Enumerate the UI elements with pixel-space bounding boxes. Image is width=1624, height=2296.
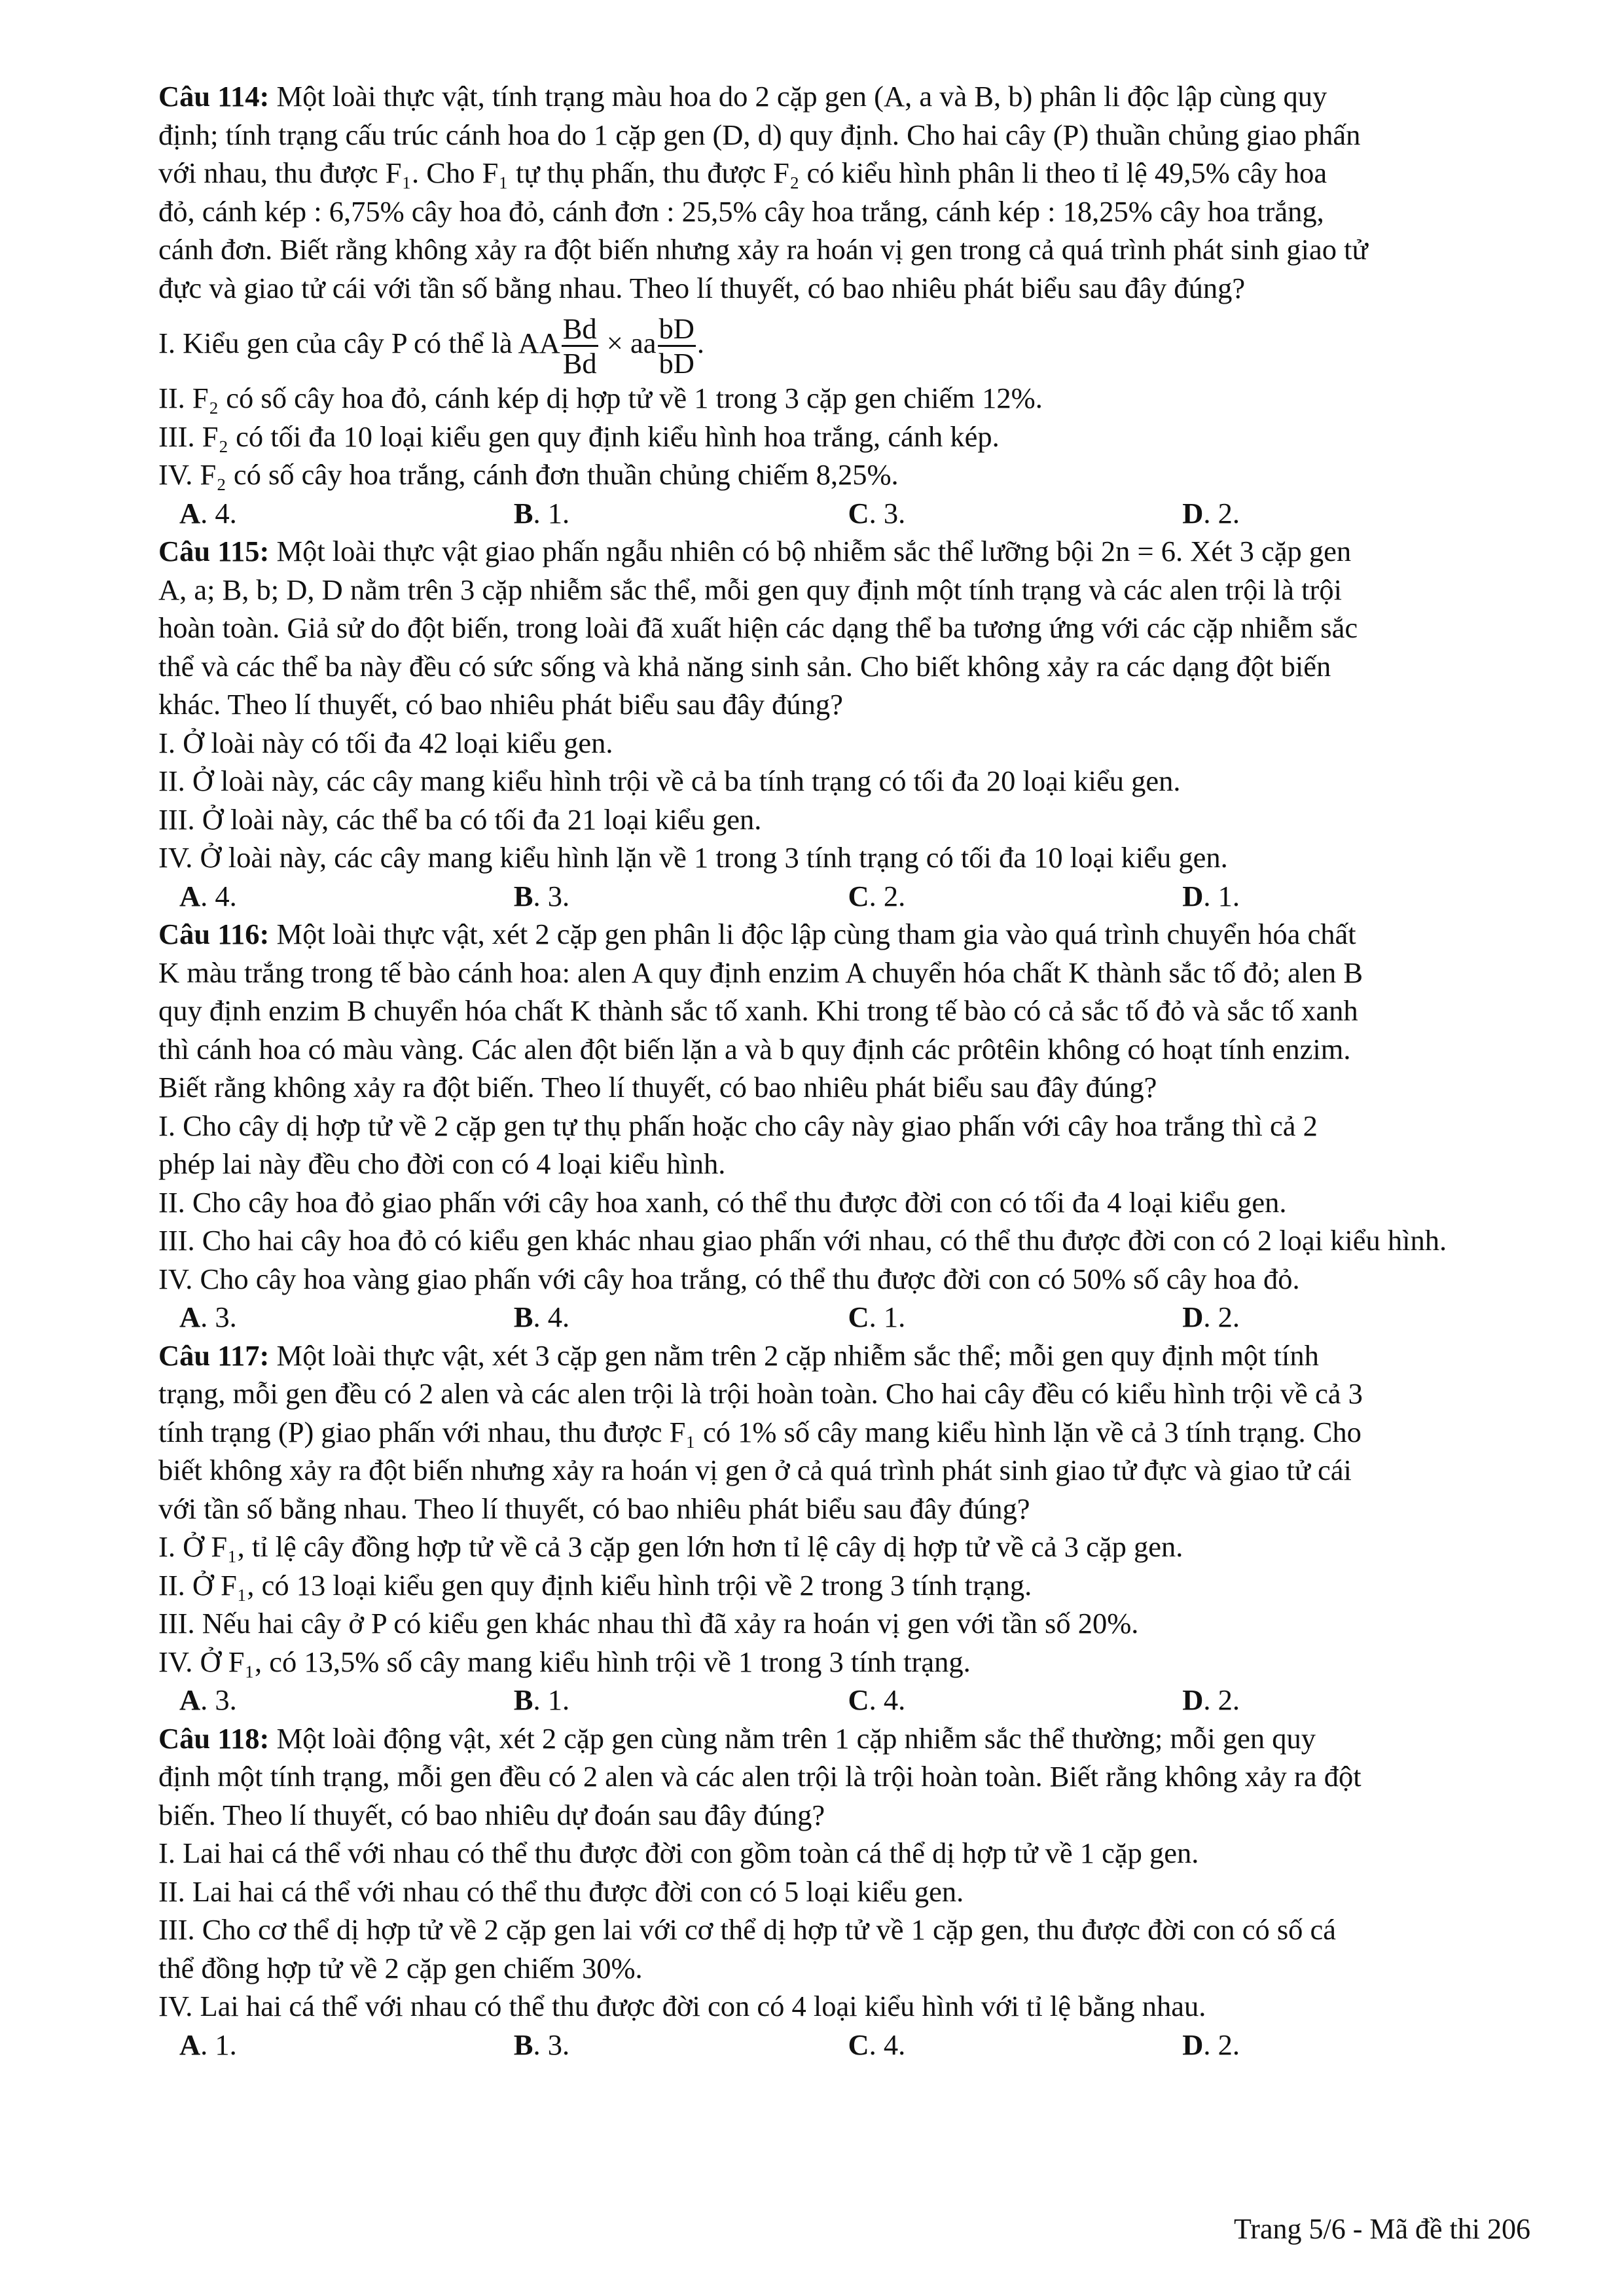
answer-option [1182, 2028, 1517, 2062]
question-text-line [158, 954, 1517, 992]
question-text: thì cánh hoa có màu vàng. Các alen đột biến lặn a và b quy định các prôtêin không có hoạt tính enzim. [158, 1032, 1351, 1066]
option-letter: A [179, 496, 201, 529]
answer-option [179, 2028, 514, 2062]
question-text-line [158, 192, 1517, 231]
option-letter: D [1182, 1683, 1204, 1717]
question-text-line [158, 647, 1517, 686]
question-text: biến. Theo lí thuyết, có bao nhiêu dự đoán sau đây đúng? [158, 1798, 825, 1831]
formula-cross: × aa [599, 327, 657, 359]
option-value: . 1. [533, 1683, 570, 1717]
question-number: Câu 116: [158, 918, 270, 950]
statement-formula [158, 307, 1517, 379]
question-text: khác. Theo lí thuyết, có bao nhiêu phát biểu sau đây đúng? [158, 688, 843, 721]
answer-option [1182, 879, 1517, 913]
option-letter: D [1182, 879, 1204, 912]
answer-option [848, 1300, 1183, 1334]
question-116 [158, 915, 1517, 1336]
answer-option [848, 2028, 1183, 2062]
question-text-line [158, 571, 1517, 609]
option-value: . 2. [1203, 2028, 1240, 2061]
statement: II. Ở loài này, các cây mang kiểu hình trội về cả ba tính trạng có tối đa 20 loại kiểu gen. [158, 764, 1181, 797]
question-text-line [158, 1451, 1517, 1490]
option-value: . 4. [200, 496, 237, 529]
answer-option [179, 879, 514, 913]
question-115 [158, 532, 1517, 915]
option-letter: B [513, 879, 533, 912]
question-number: Câu 117: [158, 1338, 270, 1372]
answer-option [848, 879, 1183, 913]
answer-option [179, 1300, 514, 1334]
option-value: . 1. [533, 496, 570, 529]
option-letter: B [513, 1683, 533, 1717]
option-value: . 1. [200, 2028, 237, 2061]
fraction-denominator: Bd [562, 347, 597, 380]
question-text: đực và giao tử cái với tần số bằng nhau. Theo lí thuyết, có bao nhiêu phát biểu sau đây đúng? [158, 271, 1246, 304]
answer-option [514, 496, 848, 530]
statement: III. Nếu hai cây ở P có kiểu gen khác nhau thì đã xảy ra hoán vị gen với tần số 20%. [158, 1607, 1139, 1640]
option-value: . 2. [1203, 1683, 1240, 1717]
question-text: cánh đơn. Biết rằng không xảy ra đột biến nhưng xảy ra hoán vị gen trong cả quá trình phát sinh giao tử [158, 233, 1368, 266]
option-value: . 1. [869, 1300, 906, 1334]
fraction-denominator: bD [659, 347, 695, 380]
option-letter: B [513, 1300, 533, 1334]
question-number: Câu 114: [158, 80, 270, 113]
option-value: . 4. [869, 2028, 906, 2061]
fraction-numerator: bD [658, 312, 696, 347]
answer-option [514, 1300, 848, 1334]
option-value: . 4. [869, 1683, 906, 1717]
question-text: với nhau, thu được F₁. Cho F₁ tự thụ phấn, thu được F₂ có kiểu hình phân li theo tỉ lệ 49,5% cây hoa [158, 156, 1327, 189]
question-text-line [158, 77, 1517, 116]
option-letter: C [848, 1300, 869, 1334]
question-text-line [158, 1413, 1517, 1452]
option-value: . 3. [869, 496, 906, 529]
genotype-fraction [658, 312, 696, 380]
question-text: Một loài thực vật, xét 3 cặp gen nằm trên 2 cặp nhiễm sắc thể; mỗi gen quy định một tính [269, 1338, 1319, 1372]
question-text: Một loài động vật, xét 2 cặp gen cùng nằm trên 1 cặp nhiễm sắc thể thường; mỗi gen quy [269, 1721, 1316, 1755]
question-text-line [158, 1490, 1517, 1528]
option-letter: A [179, 2028, 201, 2061]
statement: I. Lai hai cá thể với nhau có thể thu được đời con gồm toàn cá thể dị hợp tử về 1 cặp gen. [158, 1837, 1199, 1869]
question-text-line [158, 992, 1517, 1030]
question-text: Biết rằng không xảy ra đột biến. Theo lí thuyết, có bao nhiêu phát biểu sau đây đúng? [158, 1071, 1157, 1103]
answer-option [514, 2028, 848, 2062]
answer-options [179, 1298, 1517, 1336]
option-value: . 3. [200, 1300, 237, 1334]
option-value: . 3. [533, 2028, 570, 2061]
question-text: Một loài thực vật giao phấn ngẫu nhiên có bộ nhiễm sắc thể lưỡng bội 2n = 6. Xét 3 cặp gen [269, 535, 1352, 567]
page-footer: Trang 5/6 - Mã đề thi 206 [1233, 2213, 1530, 2245]
option-letter: C [848, 879, 869, 912]
option-letter: D [1182, 1300, 1204, 1334]
answer-option [848, 1683, 1183, 1717]
statement: III. Cho cơ thể dị hợp tử về 2 cặp gen lai với cơ thể dị hợp tử về 1 cặp gen, thu được đời con có số cá [158, 1913, 1337, 1946]
question-117 [158, 1336, 1517, 1719]
option-letter: B [513, 2028, 533, 2061]
question-number: Câu 115: [158, 535, 270, 567]
option-value: . 3. [200, 1683, 237, 1717]
question-text-line [158, 915, 1517, 954]
question-text: trạng, mỗi gen đều có 2 alen và các alen trội là trội hoàn toàn. Cho hai cây đều có kiểu hình trội về cả 3 [158, 1377, 1363, 1410]
question-text: đỏ, cánh kép : 6,75% cây hoa đỏ, cánh đơn : 25,5% cây hoa trắng, cánh kép : 18,25% cây hoa trắng, [158, 194, 1324, 228]
question-text: định một tính trạng, mỗi gen đều có 2 alen và các alen trội là trội hoàn toàn. Biết rằng không xảy ra đột [158, 1760, 1362, 1793]
question-text: Một loài thực vật, xét 2 cặp gen phân li độc lập cùng tham gia vào quá trình chuyển hóa chất [269, 918, 1356, 950]
formula-suffix: . [696, 327, 705, 359]
statement: IV. Ở loài này, các cây mang kiểu hình lặn về 1 trong 3 tính trạng có tối đa 10 loại kiểu gen. [158, 841, 1228, 874]
question-text: tính trạng (P) giao phấn với nhau, thu được F₁ có 1% số cây mang kiểu hình lặn về cả 3 tính trạng. Cho [158, 1415, 1362, 1448]
answer-options [179, 494, 1517, 533]
statement: phép lai này đều cho đời con có 4 loại kiểu hình. [158, 1147, 726, 1180]
option-letter: C [848, 1683, 869, 1717]
option-value: . 1. [1203, 879, 1240, 912]
question-118 [158, 1719, 1517, 2064]
fraction-numerator: Bd [562, 312, 598, 347]
statement: II. Cho cây hoa đỏ giao phấn với cây hoa xanh, có thể thu được đời con có tối đa 4 loại kiểu gen. [158, 1185, 1287, 1219]
question-text-line [158, 1374, 1517, 1413]
question-text-line [158, 685, 1517, 724]
statement: thể đồng hợp tử về 2 cặp gen chiếm 30%. [158, 1951, 643, 1984]
question-number: Câu 118: [158, 1721, 270, 1755]
option-letter: B [513, 496, 533, 529]
statement: I. Cho cây dị hợp tử về 2 cặp gen tự thụ phấn hoặc cho cây này giao phấn với cây hoa trắng thì cả 2 [158, 1109, 1318, 1142]
answer-options [179, 2026, 1517, 2064]
statement: III. Ở loài này, các thể ba có tối đa 21 loại kiểu gen. [158, 802, 762, 836]
statement: IV. F₂ có số cây hoa trắng, cánh đơn thuần chủng chiếm 8,25%. [158, 458, 899, 491]
answer-option [179, 1683, 514, 1717]
question-text: thể và các thể ba này đều có sức sống và khả năng sinh sản. Cho biết không xảy ra các dạng đột biến [158, 649, 1331, 683]
statement: III. Cho hai cây hoa đỏ có kiểu gen khác nhau giao phấn với nhau, có thể thu được đời con có 2 loại kiểu hình. [158, 1224, 1447, 1257]
option-letter: C [848, 496, 869, 529]
option-letter: C [848, 2028, 869, 2061]
question-text: Một loài thực vật, tính trạng màu hoa do 2 cặp gen (A, a và B, b) phân li độc lập cùng quy [269, 80, 1327, 113]
statement: II. F₂ có số cây hoa đỏ, cánh kép dị hợp tử về 1 trong 3 cặp gen chiếm 12%. [158, 382, 1043, 414]
answer-options [179, 1681, 1517, 1719]
statement: II. Lai hai cá thể với nhau có thể thu được đời con có 5 loại kiểu gen. [158, 1874, 964, 1908]
question-text-line [158, 230, 1517, 269]
answer-option [848, 496, 1183, 530]
option-letter: A [179, 1300, 201, 1334]
option-value: . 4. [533, 1300, 570, 1334]
question-text: K màu trắng trong tế bào cánh hoa: alen A quy định enzim A chuyển hóa chất K thành sắc tố đỏ; alen B [158, 956, 1363, 989]
option-letter: D [1182, 2028, 1204, 2061]
option-value: . 2. [869, 879, 906, 912]
question-text: với tần số bằng nhau. Theo lí thuyết, có bao nhiêu phát biểu sau đây đúng? [158, 1492, 1030, 1525]
question-text: định; tính trạng cấu trúc cánh hoa do 1 cặp gen (D, d) quy định. Cho hai cây (P) thuần chủng giao phấn [158, 118, 1361, 151]
genotype-fraction [562, 312, 598, 380]
statement: I. Ở F₁, tỉ lệ cây đồng hợp tử về cả 3 cặp gen lớn hơn tỉ lệ cây dị hợp tử về cả 3 cặp gen. [158, 1530, 1183, 1563]
question-text-line [158, 1336, 1517, 1375]
exam-page [158, 77, 1517, 2064]
option-letter: A [179, 879, 201, 912]
statement: IV. Ở F₁, có 13,5% số cây mang kiểu hình trội về 1 trong 3 tính trạng. [158, 1645, 971, 1678]
question-text-line [158, 1796, 1517, 1835]
option-value: . 2. [1203, 496, 1240, 529]
statement: II. Ở F₁, có 13 loại kiểu gen quy định kiểu hình trội về 2 trong 3 tính trạng. [158, 1568, 1032, 1602]
question-text-line [158, 154, 1517, 192]
option-letter: D [1182, 496, 1204, 529]
statement: III. F₂ có tối đa 10 loại kiểu gen quy định kiểu hình hoa trắng, cánh kép. [158, 420, 1000, 453]
question-text: quy định enzim B chuyển hóa chất K thành sắc tố xanh. Khi trong tế bào có cả sắc tố đỏ và sắc tố xanh [158, 994, 1358, 1027]
question-text-line [158, 1719, 1517, 1758]
formula-prefix: I. Kiểu gen của cây P có thể là AA [158, 327, 560, 359]
option-value: . 2. [1203, 1300, 1240, 1334]
question-text-line [158, 532, 1517, 571]
question-text: A, a; B, b; D, D nằm trên 3 cặp nhiễm sắc thể, mỗi gen quy định một tính trạng và các alen trội là trội [158, 573, 1342, 606]
statement: I. Ở loài này có tối đa 42 loại kiểu gen. [158, 726, 613, 759]
answer-options [179, 877, 1517, 916]
question-text-line [158, 609, 1517, 647]
answer-option [179, 496, 514, 530]
question-text-line [158, 1030, 1517, 1069]
question-text-line [158, 116, 1517, 154]
question-text: hoàn toàn. Giả sử do đột biến, trong loài đã xuất hiện các dạng thể ba tương ứng với các cặp nhiễm sắc [158, 611, 1358, 644]
option-value: . 4. [200, 879, 237, 912]
option-value: . 3. [533, 879, 570, 912]
answer-option [514, 879, 848, 913]
option-letter: A [179, 1683, 201, 1717]
statement: IV. Cho cây hoa vàng giao phấn với cây hoa trắng, có thể thu được đời con có 50% số cây hoa đỏ. [158, 1262, 1300, 1295]
question-text-line [158, 1068, 1517, 1107]
answer-option [1182, 496, 1517, 530]
answer-option [1182, 1300, 1517, 1334]
statement: IV. Lai hai cá thể với nhau có thể thu được đời con có 4 loại kiểu hình với tỉ lệ bằng nhau. [158, 1990, 1206, 2022]
answer-option [514, 1683, 848, 1717]
question-text-line [158, 1757, 1517, 1796]
question-text: biết không xảy ra đột biến nhưng xảy ra hoán vị gen ở cả quá trình phát sinh giao tử đực và giao tử cái [158, 1454, 1352, 1486]
question-text-line [158, 269, 1517, 308]
question-114 [158, 77, 1517, 532]
answer-option [1182, 1683, 1517, 1717]
